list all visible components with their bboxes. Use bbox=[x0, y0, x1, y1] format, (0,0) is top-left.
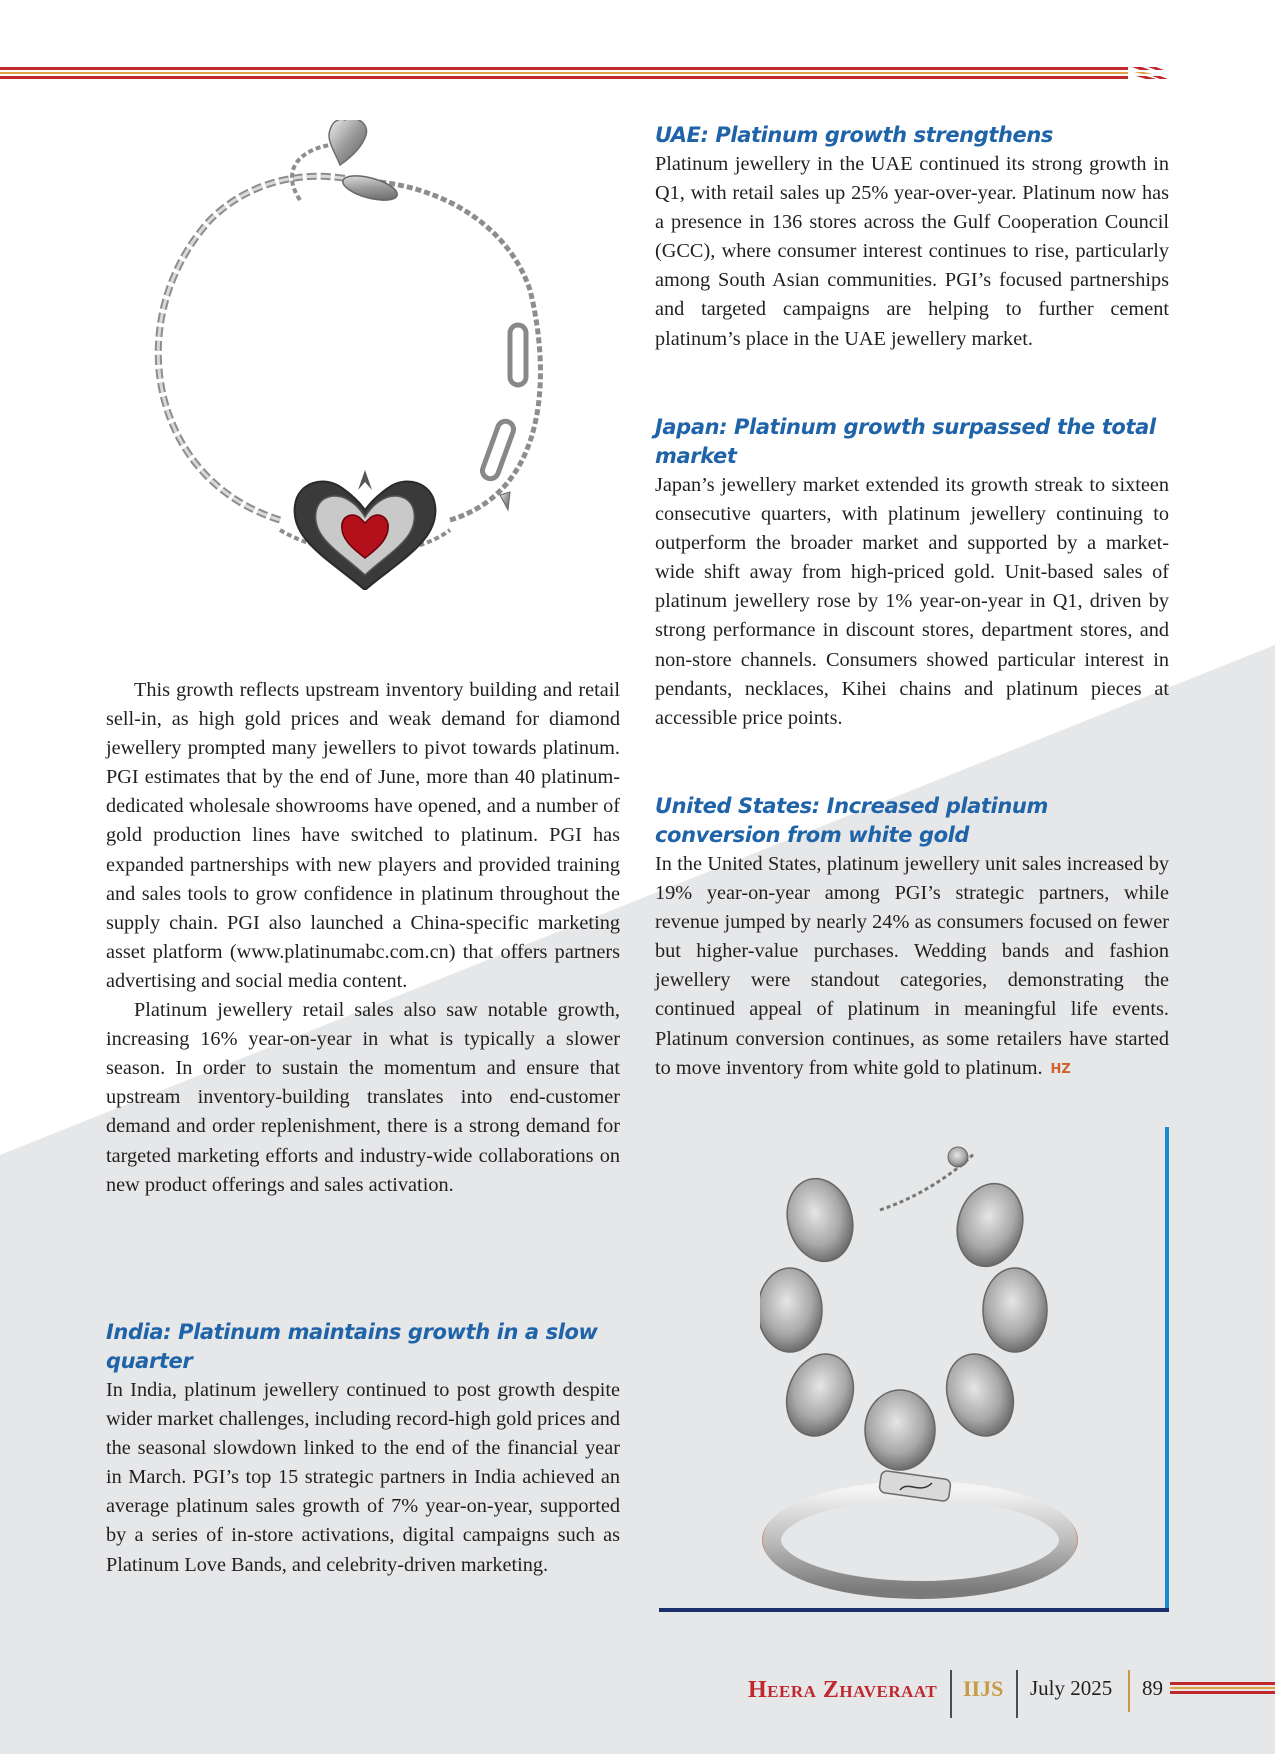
top-rule bbox=[0, 66, 1170, 80]
footer-separator bbox=[1128, 1670, 1130, 1712]
uae-body: Platinum jewellery in the UAE continued its strong growth in Q1, with retail sales up 25% year-over-year. Platinum now has a presence in 136 stores across the Gulf Cooperation Council (GCC), where consumer interest continues to rise, particularly among South Asian communities. PGI’s focused partnerships and targeted campaigns are helping to further cement platinum’s place in the UAE jewellery market. bbox=[655, 153, 1169, 350]
body-paragraph: This growth reflects upstream inventory building and retail sell-in, as high gold prices and weak demand for diamond jewellery prompted many jewellers to pivot towards platinum. PGI estimates that by the end of June, more than 40 platinum-dedicated wholesale showrooms have opened, and a number of gold production lines have switched to platinum. PGI has expanded partnerships with new players and provided training and sales tools to grow confidence in platinum throughout the supply chain. PGI also launched a China-specific marketing asset platform (www.platinumabc.com.cn) that offers partners advertising and social media content. bbox=[106, 679, 620, 992]
footer-issue: July 2025 bbox=[1030, 1676, 1113, 1700]
footer-event: IIJS bbox=[963, 1676, 1004, 1701]
india-section bbox=[106, 1318, 620, 1580]
india-heading: India: Platinum maintains growth in a slow quarter bbox=[106, 1320, 598, 1373]
page-number: 89 bbox=[1142, 1676, 1163, 1700]
left-column bbox=[106, 676, 620, 1200]
us-section bbox=[655, 792, 1169, 1083]
uae-heading: UAE: Platinum growth strengthens bbox=[655, 123, 1054, 147]
india-body: In India, platinum jewellery continued to post growth despite wider market challenges, including record-high gold prices and the seasonal slowdown linked to the end of the financial year in March. PGI’s top 15 strategic partners in India achieved an average platinum sales growth of 7% year-on-year, supported by a series of in-store activations, digital campaigns such as Platinum Love Bands, and celebrity-driven marketing. bbox=[106, 1379, 620, 1576]
oval-bracelet-and-bangle-image bbox=[760, 1145, 1080, 1605]
japan-body: Japan’s jewellery market extended its growth streak to sixteen consecutive quarters, with platinum jewellery continuing to outperform the broader market and supported by a market-wide shift away from high-priced gold. Unit-based sales of platinum jewellery rose by 1% year-on-year in Q1, driven by strong performance in discount stores, department stores, and non-store channels. Consumers showed particular interest in pendants, necklaces, Kihei chains and platinum pieces at accessible price points. bbox=[655, 474, 1169, 729]
japan-heading: Japan: Platinum growth surpassed the total market bbox=[655, 415, 1156, 468]
footer-separator bbox=[1016, 1670, 1018, 1718]
heart-bracelet-image bbox=[130, 120, 600, 590]
japan-section bbox=[655, 413, 1169, 733]
us-body-text: In the United States, platinum jewellery unit sales increased by 19% year-on-year among PGI’s strategic partners, while revenue jumped by nearly 24% as consumers focused on fewer but higher-value purchases. Wedding bands and fashion jewellery were standout categories, demonstrating the continued appeal of platinum in meaningful life events. Platinum conversion continues, as some retailers have started to move inventory from white gold to platinum. bbox=[655, 853, 1169, 1079]
uae-section bbox=[655, 121, 1169, 354]
footer-separator bbox=[950, 1670, 952, 1718]
body-paragraph: Platinum jewellery retail sales also saw notable growth, increasing 16% year-on-year in what is typically a slower season. In order to sustain the momentum and ensure that upstream inventory-building translates into end-customer demand and order replenishment, there is a strong demand for targeted marketing efforts and industry-wide collaborations on new product offerings and sales activation. bbox=[106, 999, 620, 1196]
us-heading: United States: Increased platinum conversion from white gold bbox=[655, 794, 1048, 847]
footer-rule bbox=[1170, 1682, 1275, 1694]
us-body bbox=[655, 850, 1169, 1083]
footer-brand: Heera Zhaveraat bbox=[748, 1677, 938, 1703]
hz-end-mark: HZ bbox=[1050, 1061, 1071, 1077]
